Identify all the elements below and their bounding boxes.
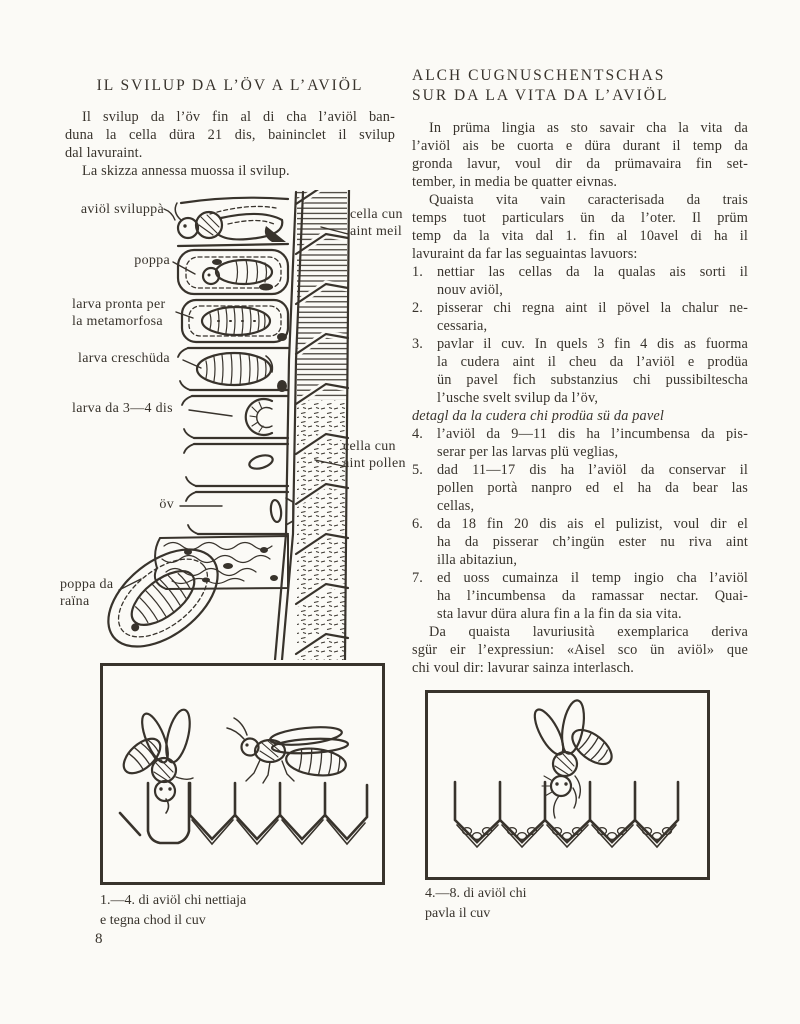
text-line: nettiar las cellas da la qualas ais sorti il xyxy=(437,264,748,280)
label-line: cella cun xyxy=(343,439,396,454)
label-line: cella cun xyxy=(350,207,403,222)
list-item-number: 1. xyxy=(412,264,424,280)
list-item-text xyxy=(437,263,748,299)
text-line: pavlar il cuv. In quels 3 fin 4 dis as fuorma xyxy=(437,336,748,352)
list-item-number: 2. xyxy=(412,300,424,316)
list-item xyxy=(412,299,748,335)
paragraph xyxy=(65,162,395,180)
label-line: aint pollen xyxy=(343,456,406,471)
list-item-number: 3. xyxy=(412,336,424,352)
list-item-text xyxy=(437,461,748,515)
label-line: larva pronta per xyxy=(72,297,166,312)
comb-development-diagram xyxy=(60,190,420,660)
text-line: la cudera aint il cheu da l’aviöl e prodüa xyxy=(437,354,748,370)
text-line: da 18 fin 20 dis ais el pulizist, voul dir el xyxy=(437,516,748,532)
label-line: aint meil xyxy=(350,224,403,239)
left-column-text xyxy=(65,108,395,180)
text-line: SUR DA LA VITA DA L’AVIÖL xyxy=(412,87,669,104)
text-line: sgür eir l’expressiun: «Aisel sco ün aviöl» que xyxy=(412,642,748,658)
label-line: la metamorfosa xyxy=(72,314,163,329)
list-item xyxy=(412,515,748,569)
text-line: e tegna chod il cuv xyxy=(100,912,206,928)
bees-cleaning-drawing xyxy=(100,663,385,885)
text-line: ed uoss cumainza il temp ingio cha l’aviöl xyxy=(437,570,748,586)
text-line: lavuraint da far las seguaintas lavuors: xyxy=(412,246,638,262)
figure-bees-cleaning xyxy=(100,663,385,890)
text-line: chi voul dir: lavurar sainza interlasch. xyxy=(412,660,634,676)
list-item-number: 5. xyxy=(412,462,424,478)
paragraph xyxy=(65,108,395,162)
list-item xyxy=(412,461,748,515)
label-honey-cell xyxy=(350,206,403,240)
left-figure-caption xyxy=(100,891,330,930)
text-line: dal lavuraint. xyxy=(65,145,143,161)
paragraph xyxy=(412,623,748,677)
list-item-text xyxy=(437,569,748,623)
text-line: nouv aviöl, xyxy=(437,282,503,298)
text-line: Da quaista lavuriusità exemplarica deriva xyxy=(429,624,748,640)
label-pollen-cell xyxy=(343,438,406,472)
text-line: 4.—8. di aviöl chi xyxy=(425,886,527,901)
text-line: gronda lavur, voul dir da prümavaira fin set- xyxy=(412,156,748,172)
text-line: pisserar chi regna aint il pövel la chalur ne- xyxy=(437,300,748,316)
left-column-heading: IL SVILUP DA L’ÖV A L’AVIÖL xyxy=(96,77,364,94)
text-line: cessaria, xyxy=(437,318,488,334)
right-figure-caption xyxy=(425,884,655,923)
label-larva-metamorphosis xyxy=(72,296,165,330)
list-item xyxy=(412,335,748,407)
list-item-text xyxy=(437,335,748,407)
text-line: ün pavel fich substanzius chi pussibiltescha xyxy=(437,372,748,388)
text-line: detagl da la cudera chi prodüa sü da pavel xyxy=(412,408,664,424)
label-line: poppa da xyxy=(60,577,114,592)
numbered-list xyxy=(412,263,748,623)
list-item-text xyxy=(437,299,748,335)
right-column-text xyxy=(412,119,748,677)
list-item-number: 4. xyxy=(412,426,424,442)
text-line: l’usche svelt svilup da l’öv, xyxy=(437,390,599,406)
text-line: illa abitaziun, xyxy=(437,552,518,568)
list-note-italic xyxy=(412,407,748,425)
text-line: pollen portà nanpro ed el ha da bear las xyxy=(437,480,748,496)
list-item xyxy=(412,425,748,461)
text-line: La skizza annessa muossa il svilup. xyxy=(82,163,290,179)
text-line: ha da pisserar ch’ingün ester nu riva aint xyxy=(437,534,748,550)
text-line: ha l’incumbensa da ramassar nectar. Quai- xyxy=(437,588,748,604)
list-item xyxy=(412,263,748,299)
text-line: tember, in media be quatter eivnas. xyxy=(412,174,618,190)
list-item xyxy=(412,569,748,623)
list-item-text xyxy=(437,515,748,569)
list-item-number: 6. xyxy=(412,516,424,532)
text-line: ALCH CUGNUSCHENTSCHAS xyxy=(412,67,666,84)
label-developed-bee: aviöl sviluppà xyxy=(80,202,164,217)
text-line: Quaista vita vain caracterisada da trais xyxy=(429,192,748,208)
paragraph xyxy=(412,191,748,263)
list-item-text xyxy=(437,425,748,461)
label-queen-pupa xyxy=(60,576,113,610)
label-egg: öv xyxy=(159,497,174,512)
text-line: Il svilup da l’öv fin al di cha l’aviöl ban- xyxy=(82,109,395,125)
page-number: 8 xyxy=(95,931,103,947)
right-column-heading xyxy=(412,66,748,106)
label-larva-3-4-days: larva da 3—4 dis xyxy=(72,401,173,416)
text-line: cellas, xyxy=(437,498,475,514)
text-line: 1.—4. di aviöl chi nettiaja xyxy=(100,893,247,908)
paragraph xyxy=(412,119,748,191)
label-larva-grown: larva creschüda xyxy=(78,351,170,366)
text-line: l’aviöl ais be cuorta e düra durant il temp da xyxy=(412,138,748,154)
text-line: dad 11—17 dis ha l’aviöl da conservar il xyxy=(437,462,748,478)
text-line: l’aviöl da 9—11 dis ha l’incumbensa da pis- xyxy=(437,426,748,442)
label-pupa: poppa xyxy=(134,253,170,268)
text-line: temps tuot particulars ün da l’oter. Il prüm xyxy=(412,210,748,226)
text-line: temp da la vita dal 1. fin al 10avel di ha il xyxy=(412,228,748,244)
list-item-text xyxy=(412,407,748,425)
list-item-number: 7. xyxy=(412,570,424,586)
bee-feeding-drawing xyxy=(425,690,710,880)
text-line: duna la cella düra 21 dis, baininclet il svilup xyxy=(65,127,395,143)
figure-bee-feeding xyxy=(425,690,710,885)
text-line: In prüma lingia as sto savair cha la vita da xyxy=(429,120,748,136)
label-line: raïna xyxy=(60,594,90,609)
text-line: sta lavur düra alura fin a la fin da sia vita. xyxy=(437,606,682,622)
text-line: serar per las larvas plü veglias, xyxy=(437,444,619,460)
text-line: pavla il cuv xyxy=(425,905,491,921)
